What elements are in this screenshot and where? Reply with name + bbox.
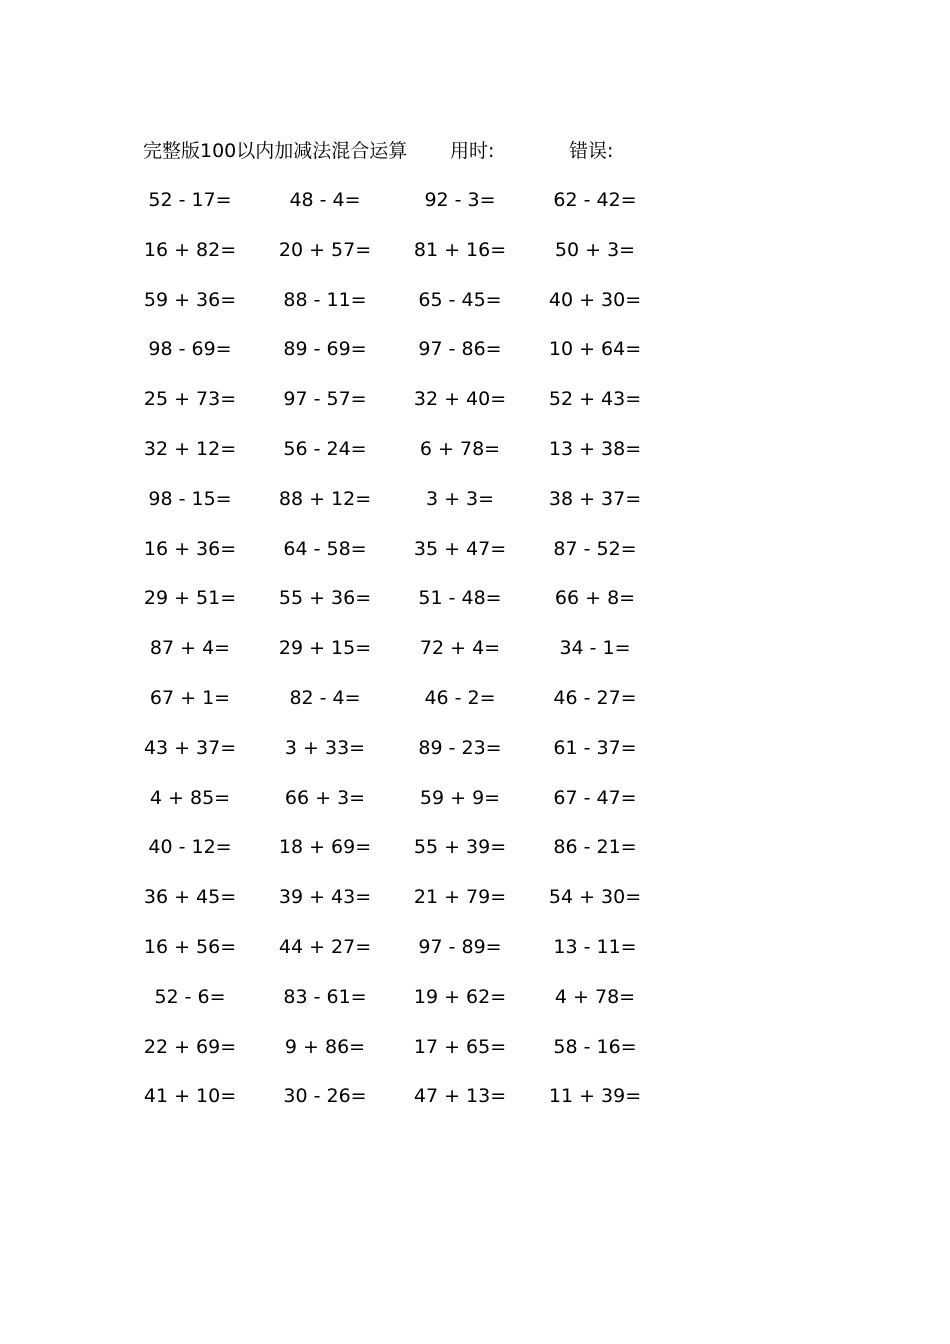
math-problem: 97 - 89= bbox=[418, 935, 502, 958]
math-problem: 3 + 3= bbox=[425, 487, 495, 510]
math-problem: 19 + 62= bbox=[413, 985, 507, 1008]
math-problem: 13 + 38= bbox=[548, 437, 642, 460]
math-problem: 92 - 3= bbox=[424, 189, 496, 211]
math-problem: 52 - 6= bbox=[154, 985, 226, 1008]
math-problem: 40 - 12= bbox=[148, 836, 232, 859]
problem-row bbox=[140, 783, 660, 833]
math-problem: 39 + 43= bbox=[278, 886, 372, 909]
math-problem: 10 + 64= bbox=[548, 338, 642, 361]
problem-row bbox=[140, 534, 660, 584]
math-problem: 62 - 42= bbox=[553, 189, 637, 211]
math-problem: 83 - 61= bbox=[283, 985, 367, 1008]
math-problem: 67 - 47= bbox=[553, 786, 637, 809]
math-problem: 43 + 37= bbox=[143, 736, 237, 759]
problem-row bbox=[140, 185, 660, 235]
problem-row bbox=[140, 434, 660, 484]
problem-row bbox=[140, 932, 660, 982]
math-problem: 65 - 45= bbox=[418, 288, 502, 311]
math-problem: 46 - 27= bbox=[553, 686, 637, 709]
math-problem: 13 - 11= bbox=[553, 935, 637, 958]
math-problem: 55 + 39= bbox=[413, 836, 507, 859]
problem-row bbox=[140, 384, 660, 434]
math-problem: 3 + 33= bbox=[284, 736, 366, 759]
problem-row bbox=[140, 683, 660, 733]
math-problem: 86 - 21= bbox=[553, 836, 637, 859]
math-problem: 98 - 69= bbox=[148, 338, 232, 361]
math-problem: 21 + 79= bbox=[413, 886, 507, 909]
math-problem: 6 + 78= bbox=[419, 437, 501, 460]
math-problem: 97 - 57= bbox=[283, 388, 367, 411]
math-problem: 66 + 8= bbox=[554, 587, 636, 610]
math-problem: 16 + 56= bbox=[143, 935, 237, 958]
worksheet-header bbox=[143, 136, 663, 166]
math-problem: 66 + 3= bbox=[284, 786, 366, 809]
math-problem: 54 + 30= bbox=[548, 886, 642, 909]
problem-row bbox=[140, 285, 660, 335]
problem-row bbox=[140, 1081, 660, 1131]
math-problem: 82 - 4= bbox=[289, 686, 361, 709]
math-problem: 36 + 45= bbox=[143, 886, 237, 909]
problem-grid bbox=[140, 185, 660, 1131]
math-problem: 97 - 86= bbox=[418, 338, 502, 361]
math-problem: 67 + 1= bbox=[149, 686, 231, 709]
problem-row bbox=[140, 832, 660, 882]
math-problem: 20 + 57= bbox=[278, 238, 372, 261]
problem-row bbox=[140, 484, 660, 534]
problem-row bbox=[140, 733, 660, 783]
math-problem: 16 + 36= bbox=[143, 537, 237, 560]
math-problem: 41 + 10= bbox=[143, 1085, 237, 1108]
math-problem: 72 + 4= bbox=[419, 637, 501, 660]
math-problem: 34 - 1= bbox=[559, 637, 631, 660]
math-problem: 58 - 16= bbox=[553, 1035, 637, 1058]
math-problem: 89 - 23= bbox=[418, 736, 502, 759]
math-problem: 59 + 9= bbox=[419, 786, 501, 809]
math-problem: 4 + 85= bbox=[149, 786, 231, 809]
math-problem: 48 - 4= bbox=[289, 189, 361, 211]
math-problem: 25 + 73= bbox=[143, 388, 237, 411]
math-problem: 44 + 27= bbox=[278, 935, 372, 958]
worksheet-title: 完整版100以内加减法混合运算 bbox=[143, 140, 408, 162]
math-problem: 46 - 2= bbox=[424, 686, 496, 709]
math-problem: 17 + 65= bbox=[413, 1035, 507, 1058]
math-problem: 9 + 86= bbox=[284, 1035, 366, 1058]
math-problem: 87 - 52= bbox=[553, 537, 637, 560]
problem-row bbox=[140, 1032, 660, 1082]
math-problem: 50 + 3= bbox=[554, 238, 636, 261]
math-problem: 4 + 78= bbox=[554, 985, 636, 1008]
math-problem: 61 - 37= bbox=[553, 736, 637, 759]
errors-label: 错误: bbox=[569, 140, 614, 162]
math-problem: 88 + 12= bbox=[278, 487, 372, 510]
problem-row bbox=[140, 583, 660, 633]
math-problem: 81 + 16= bbox=[413, 238, 507, 261]
problem-row bbox=[140, 882, 660, 932]
problem-row bbox=[140, 982, 660, 1032]
math-problem: 35 + 47= bbox=[413, 537, 507, 560]
math-problem: 87 + 4= bbox=[149, 637, 231, 660]
math-problem: 32 + 40= bbox=[413, 388, 507, 411]
math-problem: 59 + 36= bbox=[143, 288, 237, 311]
math-problem: 30 - 26= bbox=[283, 1085, 367, 1108]
math-problem: 16 + 82= bbox=[143, 238, 237, 261]
math-problem: 32 + 12= bbox=[143, 437, 237, 460]
math-problem: 40 + 30= bbox=[548, 288, 642, 311]
math-problem: 98 - 15= bbox=[148, 487, 232, 510]
math-problem: 38 + 37= bbox=[548, 487, 642, 510]
math-problem: 29 + 15= bbox=[278, 637, 372, 660]
math-problem: 29 + 51= bbox=[143, 587, 237, 610]
math-problem: 11 + 39= bbox=[548, 1085, 642, 1108]
math-problem: 88 - 11= bbox=[283, 288, 367, 311]
math-problem: 55 + 36= bbox=[278, 587, 372, 610]
math-problem: 52 - 17= bbox=[148, 189, 232, 211]
math-problem: 51 - 48= bbox=[418, 587, 502, 610]
math-problem: 18 + 69= bbox=[278, 836, 372, 859]
problem-row bbox=[140, 334, 660, 384]
problem-row bbox=[140, 633, 660, 683]
math-problem: 89 - 69= bbox=[283, 338, 367, 361]
problem-row bbox=[140, 235, 660, 285]
time-label: 用时: bbox=[450, 140, 495, 162]
math-problem: 52 + 43= bbox=[548, 388, 642, 411]
math-problem: 47 + 13= bbox=[413, 1085, 507, 1108]
math-problem: 64 - 58= bbox=[283, 537, 367, 560]
math-problem: 22 + 69= bbox=[143, 1035, 237, 1058]
math-problem: 56 - 24= bbox=[283, 437, 367, 460]
